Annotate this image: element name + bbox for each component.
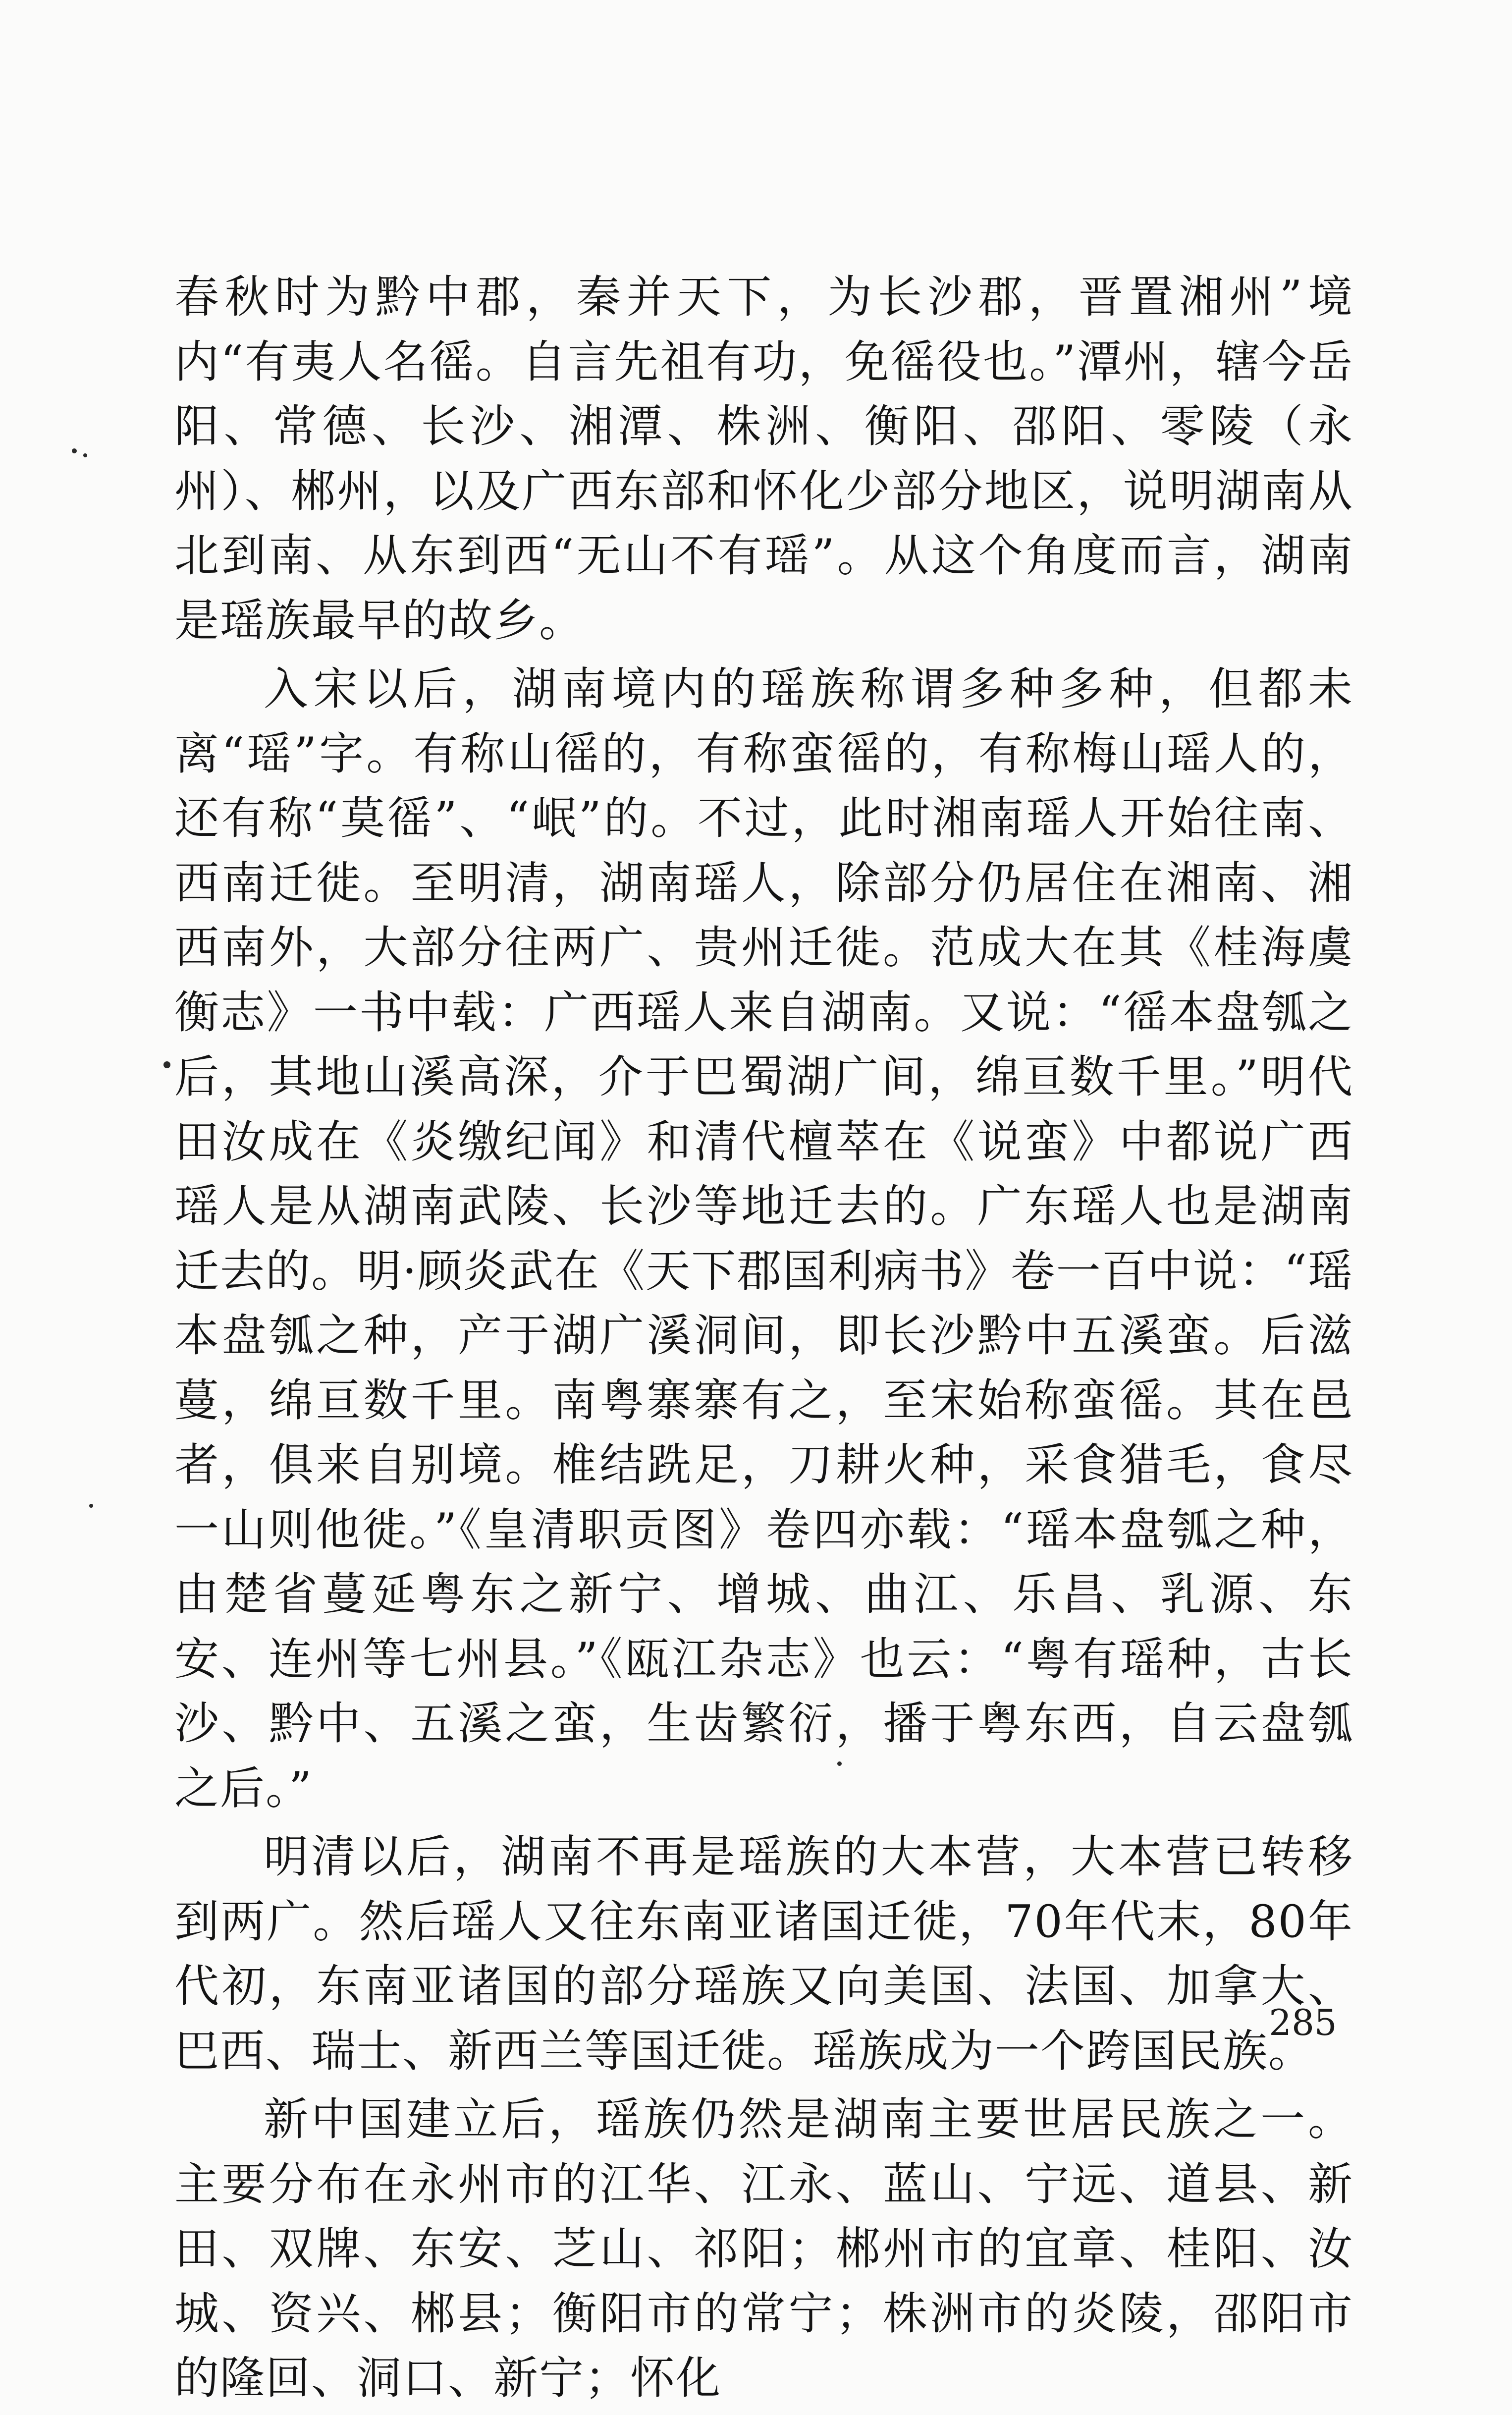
paragraph-4: 新中国建立后，瑶族仍然是湖南主要世居民族之一。主要分布在永州市的江华、江永、蓝山、宁远、道县、新田、双牌、东安、芝山、祁阳；郴州市的宜章、桂阳、汝城、资兴、郴县；衡阳市的常宁；株洲市的炎陵，邵阳市的隆回、洞口、新宁；怀化 <box>174 2093 1353 2404</box>
scan-speck <box>89 1504 93 1508</box>
scan-speck <box>837 1761 842 1766</box>
paragraph-3: 明清以后，湖南不再是瑶族的大本营，大本营已转移到两广。然后瑶人又往东南亚诸国迁徙，70年代末，80年代初，东南亚诸国的部分瑶族又向美国、法国、加拿大、巴西、瑞士、新西兰等国迁徙。瑶族成为一个跨国民族。 <box>174 1831 1353 2077</box>
scan-speck <box>83 453 87 457</box>
scan-speck <box>163 1061 170 1068</box>
paragraph-1: 春秋时为黔中郡，秦并天下，为长沙郡，晋置湘州”境内“有夷人名徭。自言先祖有功，免徭役也。”潭州，辖今岳阳、常德、长沙、湘潭、株洲、衡阳、邵阳、零陵（永州）、郴州，以及广西东部和怀化少部分地区，说明湖南从北到南、从东到西“无山不有瑶”。从这个角度而言，湖南是瑶族最早的故乡。 <box>174 271 1353 647</box>
page-number: 285 <box>1269 2002 1337 2043</box>
body-text <box>174 265 1353 2415</box>
scan-speck <box>72 448 77 453</box>
paragraph-2: 入宋以后，湖南境内的瑶族称谓多种多种，但都未离“瑶”字。有称山徭的，有称蛮徭的，有称梅山瑶人的，还有称“莫徭”、“岷”的。不过，此时湘南瑶人开始往南、西南迁徙。至明清，湖南瑶人，除部分仍居住在湘南、湘西南外，大部分往两广、贵州迁徙。范成大在其《桂海虞衡志》一书中载：广西瑶人来自湖南。又说：“徭本盘瓠之后，其地山溪高深，介于巴蜀湖广间，绵亘数千里。”明代田汝成在《炎缴纪闻》和清代檀萃在《说蛮》中都说广西瑶人是从湖南武陵、长沙等地迁去的。广东瑶人也是湖南迁去的。明·顾炎武在《天下郡国利病书》卷一百中说：“瑶本盘瓠之种，产于湖广溪洞间，即长沙黔中五溪蛮。后滋蔓，绵亘数千里。南粤寨寨有之，至宋始称蛮徭。其在邑者，俱来自别境。椎结跣足，刀耕火种，采食猎毛，食尽一山则他徙。”《皇清职贡图》卷四亦载：“瑶本盘瓠之种，由楚省蔓延粤东之新宁、增城、曲江、乐昌、乳源、东安、连州等七州县。”《瓯江杂志》也云：“粤有瑶种，古长沙、黔中、五溪之蛮，生齿繁衍，播于粤东西，自云盘瓠之后。” <box>174 663 1353 1814</box>
